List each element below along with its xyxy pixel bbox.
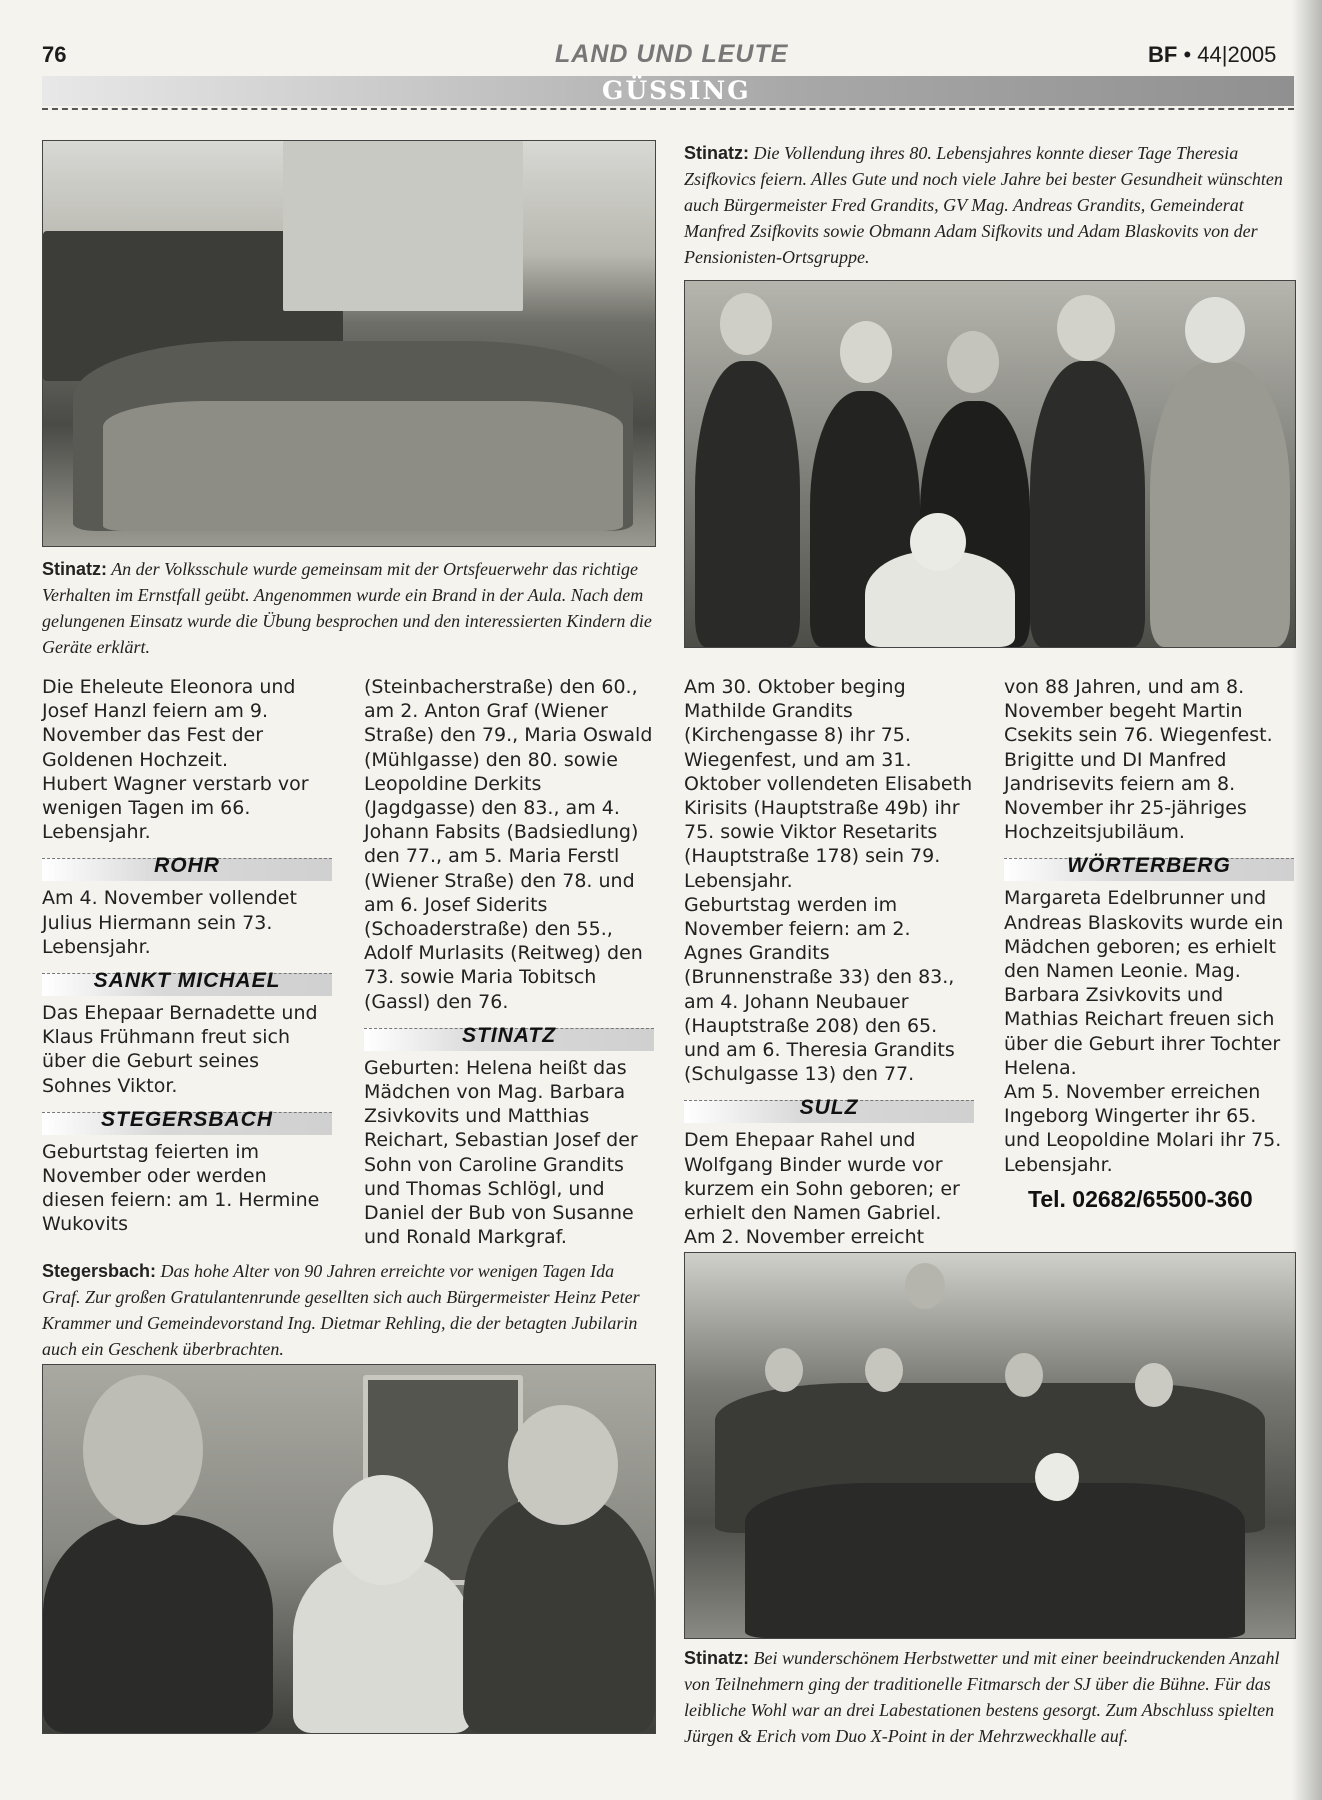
heading-stinatz-text: STINATZ xyxy=(461,1023,557,1047)
col1-intro2: Hubert Wagner verstarb vor wenigen Tagen im 66. Lebensjahr. xyxy=(42,772,309,844)
heading-sankt-michael-text: SANKT MICHAEL xyxy=(93,969,281,993)
issue-number: • 44|2005 xyxy=(1183,42,1277,67)
article-column-2 xyxy=(364,675,654,1249)
heading-sulz xyxy=(684,1090,974,1126)
section-title: LAND UND LEUTE xyxy=(555,40,789,68)
region-banner xyxy=(42,76,1294,106)
page-number: 76 xyxy=(42,42,67,67)
photo-fitmarsch-group xyxy=(684,1252,1296,1639)
col4-woerterberg2: Am 5. November erreichen Ingeborg Wingerter ihr 65. und Leopoldine Molari ihr 75. Lebensjahr. xyxy=(1004,1081,1282,1176)
caption-photo-2 xyxy=(684,140,1294,270)
heading-rohr-text: ROHR xyxy=(154,854,220,878)
col3-sulz: Dem Ehepaar Rahel und Wolfgang Binder wurde vor kurzem ein Sohn geboren; er erhielt den Namen Gabriel. xyxy=(684,1129,960,1225)
heading-rohr xyxy=(42,848,332,884)
photo-birthday-90 xyxy=(42,1364,656,1734)
caption-3-location: Stegersbach: xyxy=(42,1261,157,1281)
caption-photo-3 xyxy=(42,1258,654,1362)
col1-rohr: Am 4. November vollendet Julius Hiermann sein 73. Lebensjahr. xyxy=(42,887,297,958)
binding-shadow xyxy=(1292,0,1322,1800)
col1-stegersbach: Geburtstag feierten im November oder werden diesen feiern: am 1. Hermine Wukovits xyxy=(42,1140,320,1236)
heading-stegersbach xyxy=(42,1102,332,1138)
col1-intro: Die Eheleute Eleonora und Josef Hanzl feiern am 9. November das Fest der Goldenen Hochzeit. xyxy=(42,676,296,771)
col1-sankt-michael: Das Ehepaar Bernadette und Klaus Frühmann freut sich über die Geburt seines Sohnes Viktor. xyxy=(42,1002,318,1097)
heading-stegersbach-text: STEGERSBACH xyxy=(100,1107,274,1131)
col4-woerterberg: Margareta Edelbrunner und Andreas Blaskovits wurde ein Mädchen geboren; es erhielt den Namen Leonie. Mag. Barbara Zsivkovits und Mathias Reichart freuen sich über die Geburt ihrer Tochter Helena. xyxy=(1004,887,1284,1079)
col4-continued: von 88 Jahren, und am 8. November begeht Martin Csekits sein 76. Wiegenfest. xyxy=(1004,676,1273,747)
issue-info xyxy=(1148,42,1276,68)
caption-2-location: Stinatz: xyxy=(684,143,749,163)
col4-text2: Brigitte und DI Manfred Jandrisevits feiern am 8. November ihr 25-jähriges Hochzeitsjubiläum. xyxy=(1004,748,1247,844)
col3-text1: Am 30. Oktober beging Mathilde Grandits (Kirchengasse 8) ihr 75. Wiegenfest, und am 31. Oktober vollendeten Elisabeth Kirisits (Hauptstraße 49b) ihr 75. sowie Viktor Resetarits (Hauptstraße 178) sein 79. Lebensjahr. xyxy=(684,676,973,892)
col3-sulz2: Am 2. November erreicht xyxy=(684,1226,925,1249)
heading-sankt-michael xyxy=(42,963,332,999)
article-column-3 xyxy=(684,675,974,1298)
heading-sulz-text: SULZ xyxy=(799,1096,859,1120)
heading-woerterberg xyxy=(1004,848,1294,884)
photo-school-fire-drill xyxy=(42,140,656,547)
col2-continued: (Steinbacherstraße) den 60., am 2. Anton Graf (Wiener Straße) den 79., Maria Oswald (Mühlgasse) den 80. sowie Leopoldine Derkits (Jagdgasse) den 83., am 4. Johann Fabsits (Badsiedlung) den 77., am 5. Maria Ferstl (Wiener Straße) den 78. und am 6. Josef Siderits (Schoaderstraße) den 55., Adolf Murlasits (Reitweg) den 73. sowie Maria Tobitsch (Gassl) den 76. xyxy=(364,676,653,1013)
contact-phone: Tel. 02682/65500-360 xyxy=(1028,1186,1253,1212)
article-column-1 xyxy=(42,675,332,1237)
caption-photo-4 xyxy=(684,1645,1294,1749)
caption-3-text: Das hohe Alter von 90 Jahren erreichte vor wenigen Tagen Ida Graf. Zur großen Gratulantenrunde gesellten sich auch Bürgermeister Heinz Peter Krammer und Gemeindevorstand Ing. Dietmar Rehling, die der betagten Jubilarin auch ein Geschenk überbrachten. xyxy=(42,1261,640,1359)
header-divider xyxy=(42,108,1294,110)
caption-4-text: Bei wunderschönem Herbstwetter und mit einer beeindruckenden Anzahl von Teilnehmern ging der traditionelle Fitmarsch der SJ über die Bühne. Für das leibliche Wohl war an drei Labestationen bestens gesorgt. Zum Abschluss spielten Jürgen & Erich vom Duo X-Point in der Mehrzweckhalle auf. xyxy=(684,1648,1280,1746)
region-banner-title: GÜSSING xyxy=(602,76,751,105)
col2-stinatz: Geburten: Helena heißt das Mädchen von Mag. Barbara Zsivkovits und Matthias Reichart, Sebastian Josef der Sohn von Caroline Grandits und Thomas Schlögl, und Daniel der Bub von Susanne und Ronald Markgraf. xyxy=(364,1056,638,1249)
caption-1-text: An der Volksschule wurde gemeinsam mit der Ortsfeuerwehr das richtige Verhalten im Ernstfall geübt. Angenommen wurde ein Brand in der Aula. Nach dem gelungenen Einsatz wurde die Übung besprochen und den interessierten Kindern die Geräte erklärt. xyxy=(42,559,652,657)
caption-photo-1 xyxy=(42,556,654,660)
photo-birthday-80 xyxy=(684,280,1296,648)
col3-text2: Geburtstag werden im November feiern: am 2. Agnes Grandits (Brunnenstraße 33) den 83., am 4. Johann Neubauer (Hauptstraße 208) den 65. und am 6. Theresia Grandits (Schulgasse 13) den 77. xyxy=(684,893,955,1086)
article-column-4 xyxy=(1004,675,1294,1177)
caption-1-location: Stinatz: xyxy=(42,559,107,579)
issue-brand: BF xyxy=(1148,42,1178,67)
caption-4-location: Stinatz: xyxy=(684,1648,749,1668)
caption-2-text: Die Vollendung ihres 80. Lebensjahres konnte dieser Tage Theresia Zsifkovics feiern. Alles Gute und noch viele Jahre bei bester Gesundheit wünschten auch Bürgermeister Fred Grandits, GV Mag. Andreas Grandits, Gemeinderat Manfred Zsifkovits sowie Obmann Adam Sifkovits und Adam Blaskovits von der Pensionisten-Ortsgruppe. xyxy=(684,143,1283,267)
heading-woerterberg-text: WÖRTERBERG xyxy=(1067,854,1231,878)
heading-stinatz xyxy=(364,1018,654,1054)
